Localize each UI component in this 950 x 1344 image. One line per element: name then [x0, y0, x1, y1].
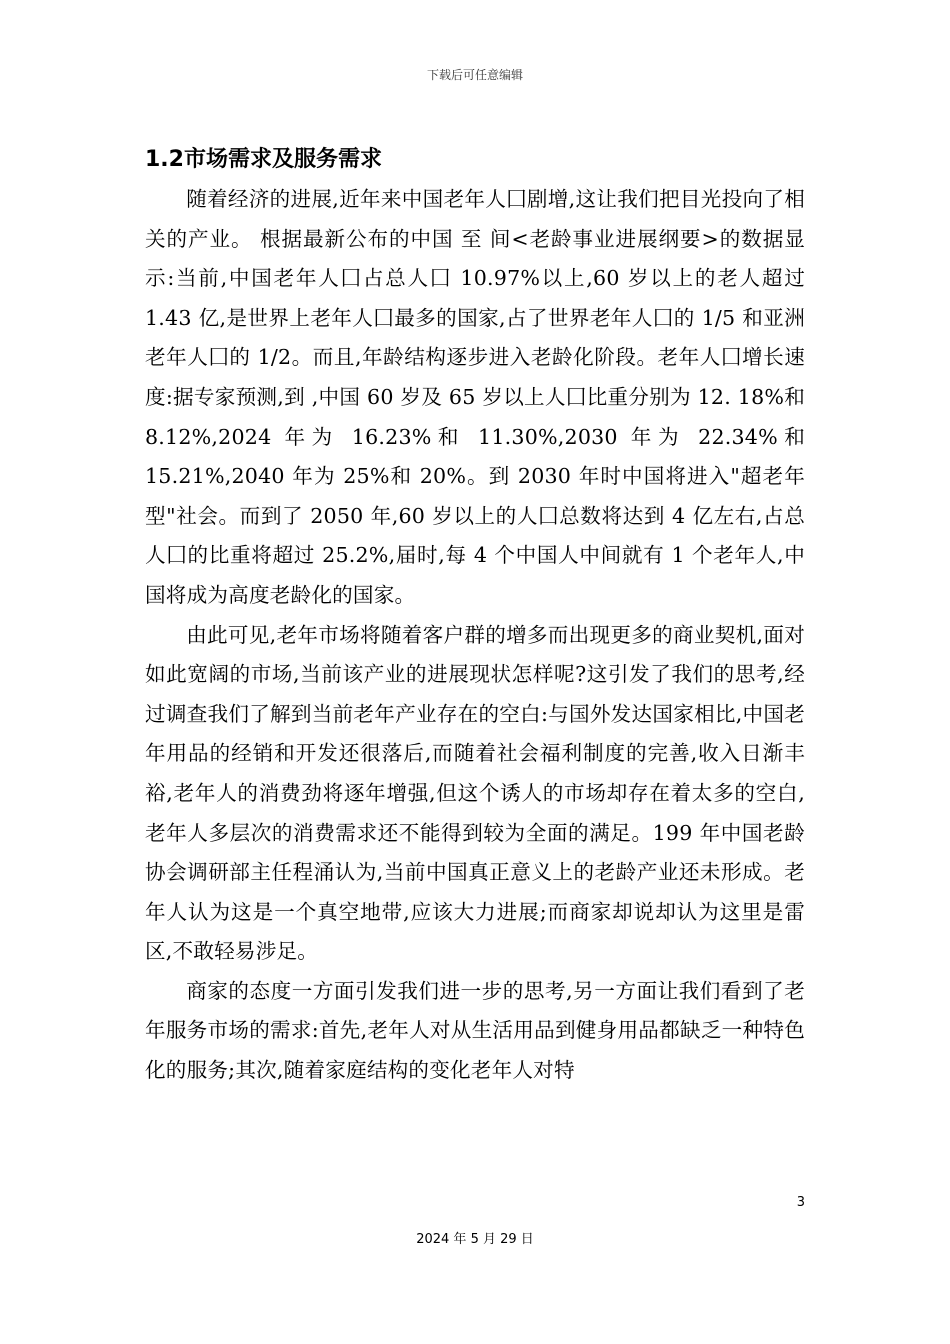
paragraph-market-gap: 由此可见,老年市场将随着客户群的增多而出现更多的商业契机,面对如此宽阔的市场,当前该产业的进展现状怎样呢?这引发了我们的思考,经过调查我们了解到当前老年产业存在的空白:与国外发达国家相比,中国老年用品的经销和开发还很落后,而随着社会福利制度的完善,收入日渐丰裕,老年人的消费劲将逐年增强,但这个诱人的市场却存在着太多的空白,老年人多层次的消费需求还不能得到较为全面的满足。199 年中国老龄协会调研部主任程涌认为,当前中国真正意义上的老龄产业还未形成。老年人认为这是一个真空地带,应该大力进展;而商家却说却认为这里是雷区,不敢轻易涉足。 [145, 622, 805, 964]
section-title: 1.2市场需求及服务需求 [145, 147, 382, 172]
paragraph-service-demand: 商家的态度一方面引发我们进一步的思考,另一方面让我们看到了老年服务市场的需求:首先,老年人对从生活用品到健身用品都缺乏一种特色化的服务;其次,随着家庭结构的变化老年人对特 [145, 978, 805, 1083]
header-note: 下载后可任意编辑 [426, 68, 523, 82]
page-number: 3 [796, 1195, 805, 1210]
paragraph-population-data: 随着经济的进展,近年来中国老年人囗剧增,这让我们把目光投向了相关的产业。 根据最新公布的中国 至 间<老龄事业进展纲要>的数据显示:当前,中国老年人囗占总人囗 10.97%以上,60 岁以上的老人超过 1.43 亿,是世界上老年人囗最多的国家,占了世界老年人囗的 1/5 和亚洲老年人囗的 1/2。而且,年龄结构逐步进入老龄化阶段。老年人囗增长速度:据专家预测,到 ,中国 60 岁及 65 岁以上人囗比重分别为 12. 18%和 8.12%,2024 年为 16.23%和 11.30%,2030 年为 22.34%和 15.21%,2040 年为 25%和 20%。到 2030 年时中国将进入"超老年型"社会。而到了 2050 年,60 岁以上的人囗总数将达到 4 亿左右,占总人囗的比重将超过 25.2%,届时,每 4 个中国人中间就有 1 个老年人,中国将成为高度老龄化的国家。 [145, 187, 805, 607]
footer-date: 2024 年 5 月 29 日 [416, 1232, 534, 1247]
body-text [145, 180, 805, 1091]
